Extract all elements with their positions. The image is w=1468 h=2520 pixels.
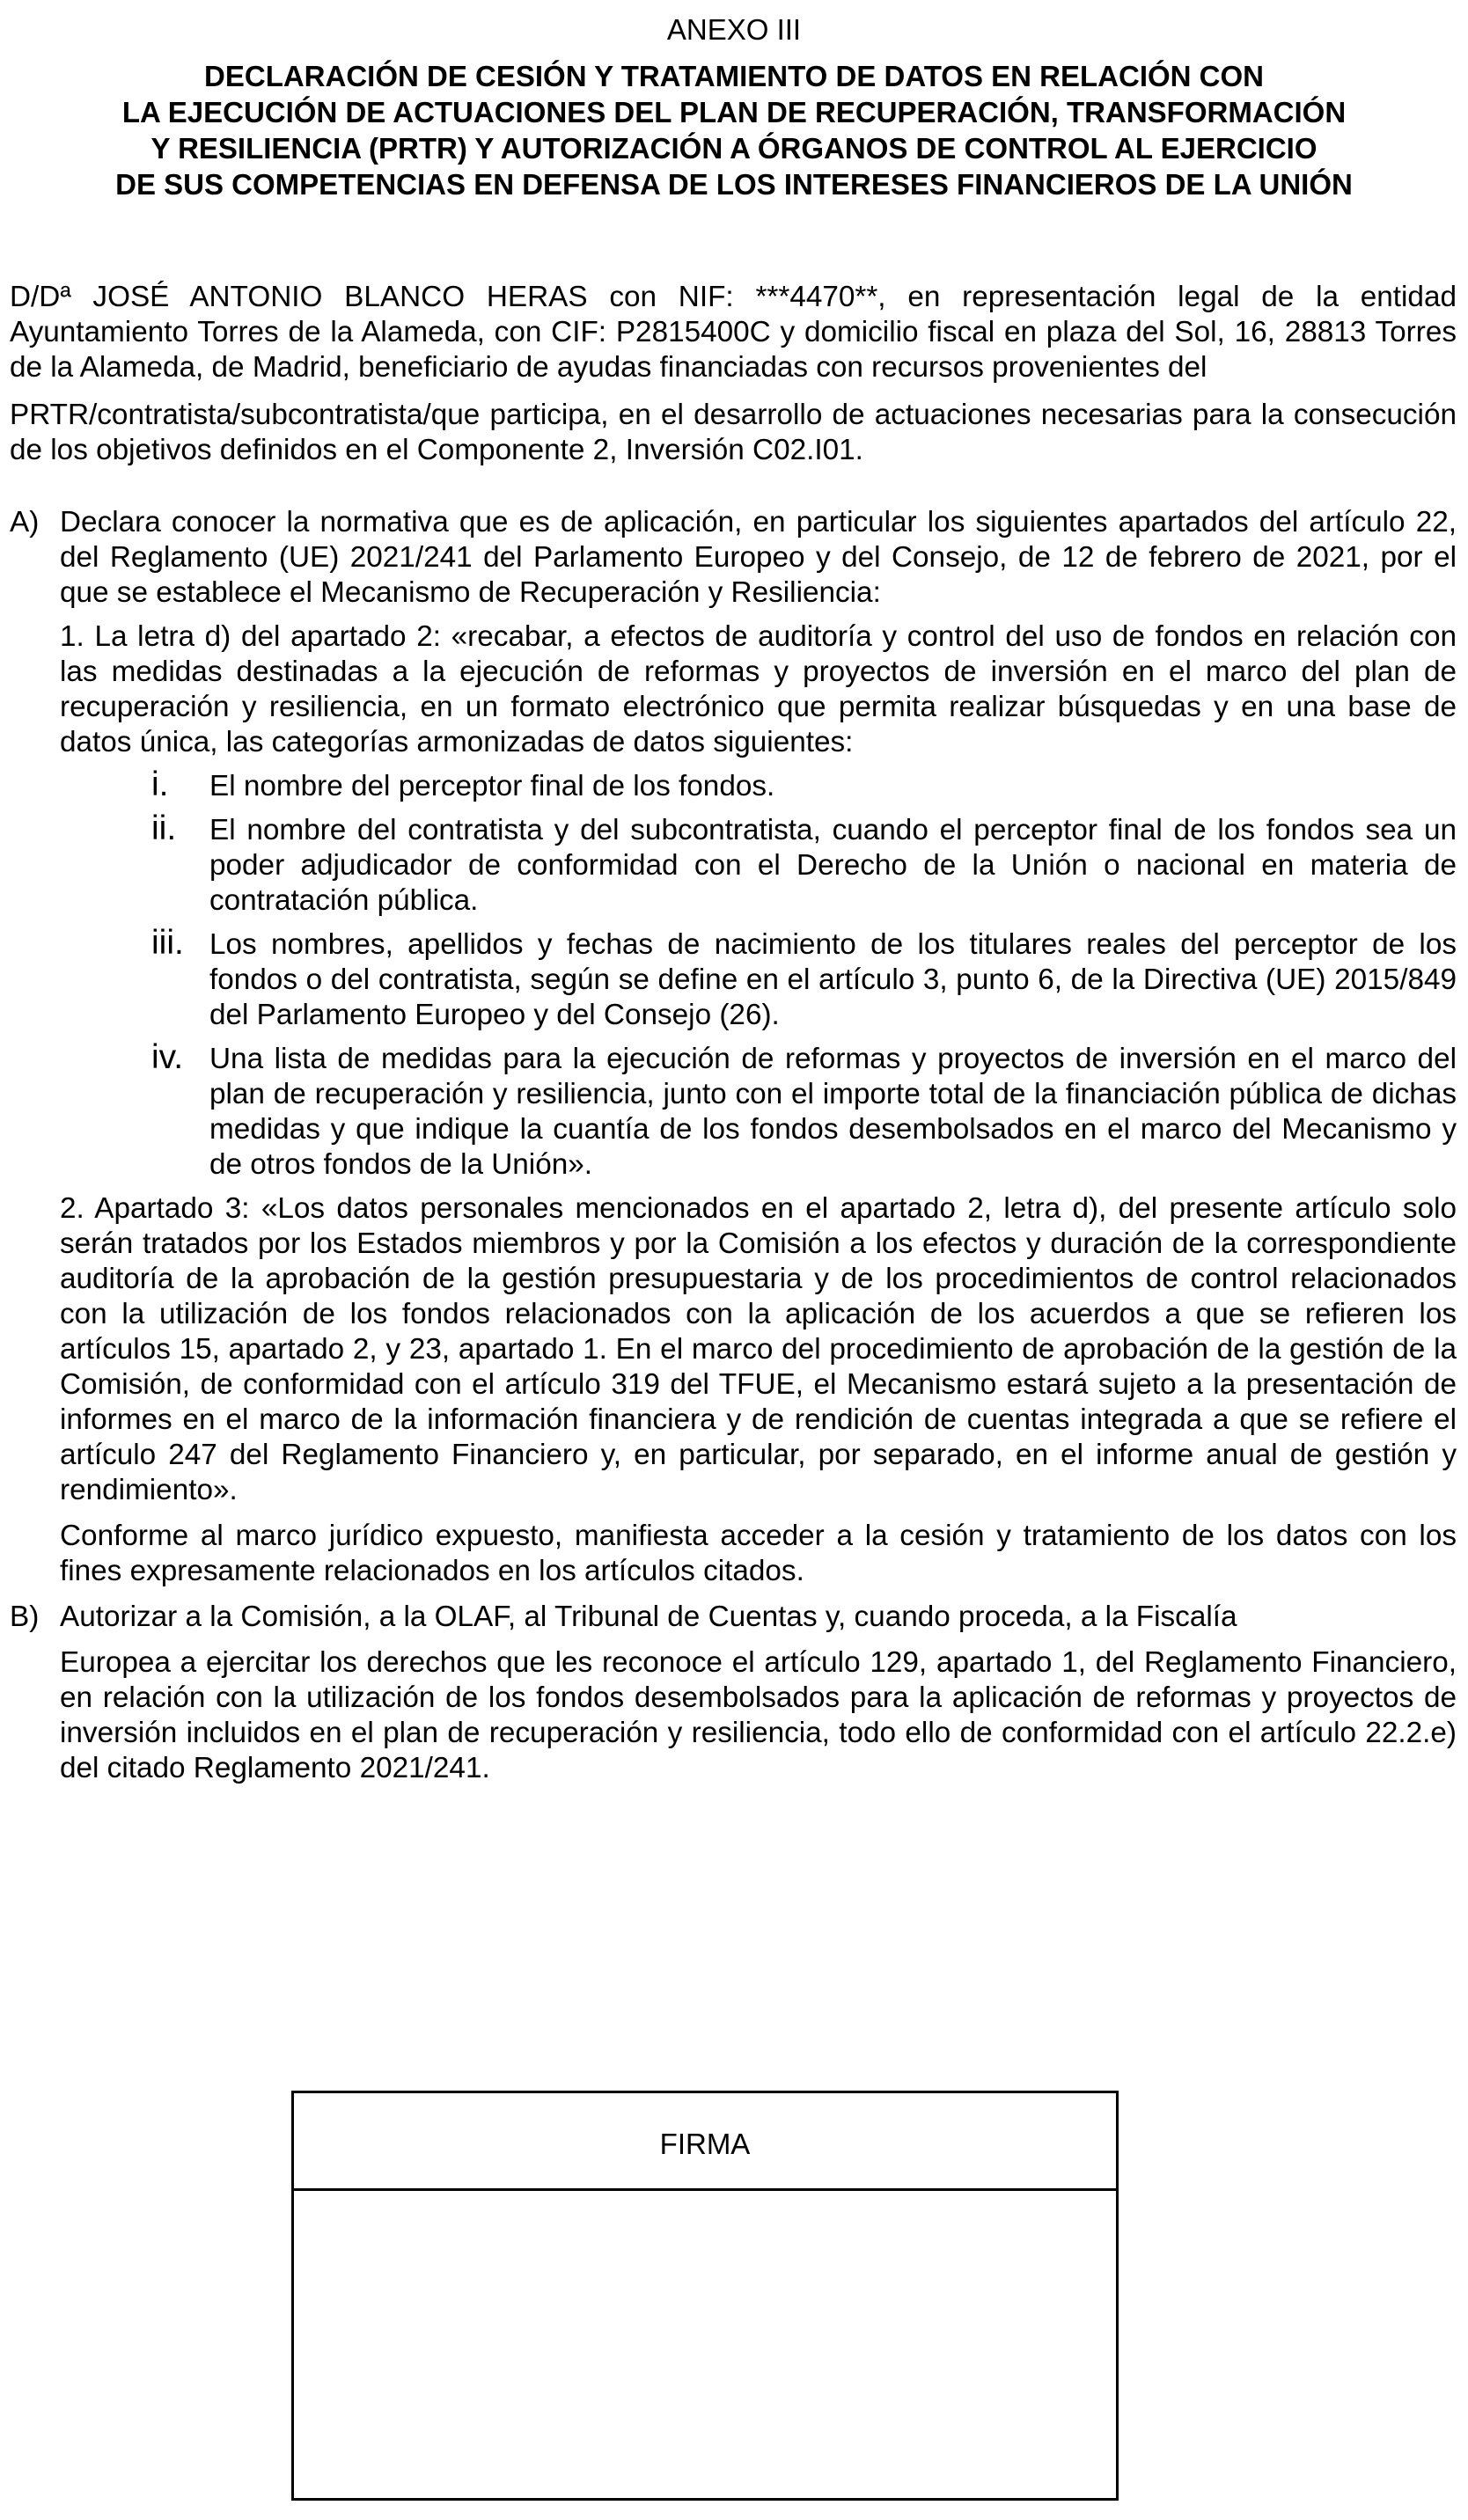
section-b — [10, 1600, 1457, 1635]
declaration-title — [70, 58, 1398, 202]
section-a-items — [10, 619, 1457, 1508]
list-item-label: i. — [151, 766, 169, 803]
intro-paragraph-continued: PRTR/contratista/subcontratista/que participa, en el desarrollo de actuaciones necesarias para la consecución de los objetivos definidos en el Componente 2, Inversión C02.I01. — [10, 399, 1457, 466]
section-a-label: A) — [10, 506, 40, 538]
section-a-conclusion: Conforme al marco jurídico expuesto, manifiesta acceder a la cesión y tratamiento de los datos con los fines expresamente relacionados en los artículos citados. — [60, 1520, 1457, 1587]
signature-label: FIRMA — [294, 2093, 1116, 2191]
list-item-text: El nombre del contratista y del subcontratista, cuando el perceptor final de los fondos sea un poder adjudicador de conformidad con el Derecho de la Unión o nacional en materia de contratación pública. — [209, 814, 1457, 917]
intro-paragraph: D/Dª JOSÉ ANTONIO BLANCO HERAS con NIF: ***4470**, en representación legal de la entidad Ayuntamiento Torres de la Alameda, con CIF: P2815400C y domicilio fiscal en plaza del Sol, 16, 28813 Torres de la Alameda, de Madrid, beneficiario de ayudas financiadas con recursos provenientes del — [10, 281, 1457, 384]
document-body — [10, 280, 1457, 1786]
item-1-text: 1. La letra d) del apartado 2: «recabar, a efectos de auditoría y control del uso de fondos en relación con las medidas destinadas a la ejecución de reformas y proyectos de inversión en el marco del plan de recuperación y resiliencia, en un formato electrónico que permita realizar búsquedas y en una base de datos única, las categorías armonizadas de datos siguientes: — [60, 620, 1457, 758]
list-item-label: iii. — [151, 924, 184, 962]
list-item — [151, 766, 1457, 804]
list-item-text: Los nombres, apellidos y fechas de nacimiento de los titulares reales del perceptor de los fondos o del contratista, según se define en el artículo 3, punto 6, de la Directiva (UE) 2015/849 del Parlamento Europeo y del Consejo (26). — [209, 928, 1457, 1031]
section-b-text: Autorizar a la Comisión, a la OLAF, al Tribunal de Cuentas y, cuando proceda, a la Fiscalía — [60, 1601, 1237, 1633]
title-line: LA EJECUCIÓN DE ACTUACIONES DEL PLAN DE RECUPERACIÓN, TRANSFORMACIÓN — [121, 96, 1347, 128]
list-item-label: iv. — [151, 1038, 184, 1076]
list-item — [151, 924, 1457, 1033]
section-b-label: B) — [10, 1601, 40, 1633]
item-2-text: 2. Apartado 3: «Los datos personales mencionados en el apartado 2, letra d), del presente artículo solo serán tratados por los Estados miembros y por la Comisión a los efectos y duración de la correspondiente auditoría de la aprobación de la gestión presupuestaria y de los procedimientos de control relacionados con la utilización de los fondos relacionados con la aplicación de los acuerdos a que se refieren los artículos 15, apartado 2, y 23, apartado 1. En el marco del procedimiento de aprobación de la gestión de la Comisión, de conformidad con el artículo 319 del TFUE, el Mecanismo estará sujeto a la presentación de informes en el marco de la información financiera y de rendición de cuentas integrada a que se refiere el artículo 247 del Reglamento Financiero y, en particular, por separado, en el informe anual de gestión y rendimiento». — [60, 1192, 1457, 1506]
section-b-continuation: Europea a ejercitar los derechos que les reconoce el artículo 129, apartado 1, del Reglamento Financiero, en relación con la utilización de los fondos desembolsados para la aplicación de reformas y proyectos de inversión incluidos en el plan de recuperación y resiliencia, todo ello de conformidad con el artículo 22.2.e) del citado Reglamento 2021/241. — [60, 1646, 1457, 1784]
list-item — [151, 809, 1457, 919]
list-item-text: El nombre del perceptor final de los fondos. — [209, 770, 775, 802]
signature-box — [291, 2091, 1119, 2501]
list-item-text: Una lista de medidas para la ejecución de reformas y proyectos de inversión en el marco del plan de recuperación y resiliencia, junto con el importe total de la financiación pública de dichas medidas y que indique la cuantía de los fondos desembolsados en el marco del Mecanismo y de otros fondos de la Unión». — [209, 1043, 1457, 1181]
section-a-text: Declara conocer la normativa que es de aplicación, en particular los siguientes apartados del artículo 22, del Reglamento (UE) 2021/241 del Parlamento Europeo y del Consejo, de 12 de febrero de 2021, por el que se establece el Mecanismo de Recuperación y Resiliencia: — [60, 506, 1457, 609]
title-line: Y RESILIENCIA (PRTR) Y AUTORIZACIÓN A ÓRGANOS DE CONTROL AL EJERCICIO — [150, 132, 1318, 165]
category-list — [60, 766, 1457, 1183]
title-line: DECLARACIÓN DE CESIÓN Y TRATAMIENTO DE DATOS EN RELACIÓN CON — [204, 60, 1264, 92]
list-item — [151, 1038, 1457, 1183]
section-a — [10, 505, 1457, 611]
signature-area[interactable] — [294, 2191, 1116, 2498]
list-item-label: ii. — [151, 809, 177, 847]
annex-title: ANEXO III — [666, 13, 802, 46]
title-line: DE SUS COMPETENCIAS EN DEFENSA DE LOS INTERESES FINANCIEROS DE LA UNIÓN — [115, 168, 1353, 201]
